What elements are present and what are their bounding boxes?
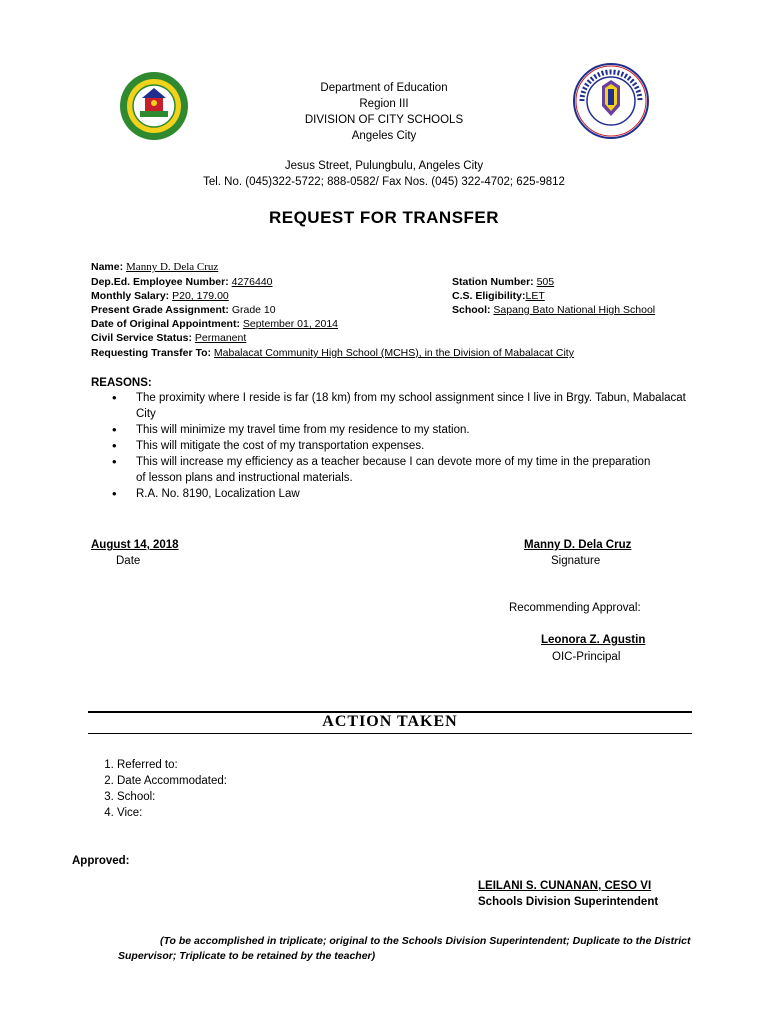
- date-label: Date: [116, 555, 141, 567]
- eligibility-label: C.S. Eligibility:: [452, 290, 526, 302]
- appointment-row: [91, 317, 338, 331]
- salary-row: [91, 289, 229, 303]
- grade-label: Present Grade Assignment:: [91, 304, 229, 316]
- civil-service-row: [91, 331, 246, 345]
- principal-title: OIC-Principal: [552, 651, 621, 663]
- eligibility-row: [452, 289, 545, 303]
- action-item-referred: 1. Referred to:: [117, 757, 227, 773]
- action-item-school: 3. School:: [117, 789, 227, 805]
- reasons-list: [91, 390, 691, 502]
- recommending-approval-label: Recommending Approval:: [509, 602, 641, 614]
- section-divider-bottom: [88, 733, 692, 734]
- reason-item: • This will mitigate the cost of my transportation expenses.: [136, 438, 691, 454]
- school-value: Sapang Bato National High School: [493, 304, 656, 316]
- reasons-section: [91, 377, 691, 502]
- salary-value: P20, 179.00: [172, 290, 229, 302]
- grade-row: [91, 303, 276, 317]
- transfer-row: [91, 346, 574, 360]
- superintendent-title: Schools Division Superintendent: [478, 896, 659, 908]
- principal-name: Leonora Z. Agustin: [541, 634, 646, 646]
- reason-item: • This will increase my efficiency as a teacher because I can devote more of my time in the preparation of lesson plans and instructional materials.: [136, 454, 656, 486]
- name-value: Manny D. Dela Cruz: [126, 261, 219, 273]
- name-label: Name:: [91, 261, 124, 273]
- station-row: [452, 275, 554, 289]
- name-row: [91, 260, 218, 274]
- reason-item: • This will minimize my travel time from my residence to my station.: [136, 422, 691, 438]
- action-list: [95, 757, 227, 821]
- station-label: Station Number:: [452, 276, 534, 288]
- street-address: Jesus Street, Pulungbulu, Angeles City: [284, 160, 484, 172]
- civil-service-value: Permanent: [194, 332, 247, 344]
- division-name: DIVISION OF CITY SCHOOLS: [304, 114, 464, 126]
- department-name: Department of Education: [320, 82, 448, 94]
- employee-number-row: [91, 275, 273, 289]
- signature-label: Signature: [551, 555, 601, 567]
- school-row: [452, 303, 655, 317]
- appointment-value: September 01, 2014: [242, 318, 339, 330]
- letterhead: [234, 80, 534, 144]
- contact-numbers: Tel. No. (045)322-5722; 888-0582/ Fax Nos. (045) 322-4702; 625-9812: [203, 176, 565, 188]
- signer-name: Manny D. Dela Cruz: [524, 539, 632, 551]
- region-name: Region III: [359, 98, 409, 110]
- reason-item: • R.A. No. 8190, Localization Law: [136, 486, 691, 502]
- employee-number-value: 4276440: [231, 276, 273, 288]
- superintendent-name: LEILANI S. CUNANAN, CESO VI: [478, 880, 652, 892]
- transfer-value: Mabalacat Community High School (MCHS), in the Division of Mabalacat City: [213, 347, 574, 359]
- action-item-date-accommodated: 2. Date Accommodated:: [117, 773, 227, 789]
- document-title: REQUEST FOR TRANSFER: [268, 208, 500, 227]
- reasons-heading: REASONS:: [91, 377, 152, 389]
- appointment-label: Date of Original Appointment:: [91, 318, 240, 330]
- approved-label: Approved:: [72, 855, 130, 867]
- action-item-vice: 4. Vice:: [117, 805, 227, 821]
- deped-seal-logo: [572, 62, 650, 140]
- school-label: School:: [452, 304, 491, 316]
- action-taken-title: ACTION TAKEN: [322, 713, 458, 730]
- division-seal-logo: [118, 70, 190, 142]
- eligibility-value: LET: [525, 290, 545, 302]
- reason-item: • The proximity where I reside is far (18 km) from my school assignment since I live in Brgy. Tabun, Mabalacat City: [136, 390, 696, 422]
- employee-number-label: Dep.Ed. Employee Number:: [91, 276, 229, 288]
- address-block: [150, 158, 618, 190]
- civil-service-label: Civil Service Status:: [91, 332, 192, 344]
- request-date: August 14, 2018: [91, 539, 179, 551]
- salary-label: Monthly Salary:: [91, 290, 170, 302]
- grade-value: Grade 10: [231, 304, 276, 316]
- station-value: 505: [536, 276, 555, 288]
- triplicate-footnote: (To be accomplished in triplicate; original to the Schools Division Superintendent; Duplicate to the District Supervisor; Triplicate to be retained by the teacher): [118, 935, 691, 962]
- city-name: Angeles City: [351, 130, 417, 142]
- transfer-label: Requesting Transfer To:: [91, 347, 211, 359]
